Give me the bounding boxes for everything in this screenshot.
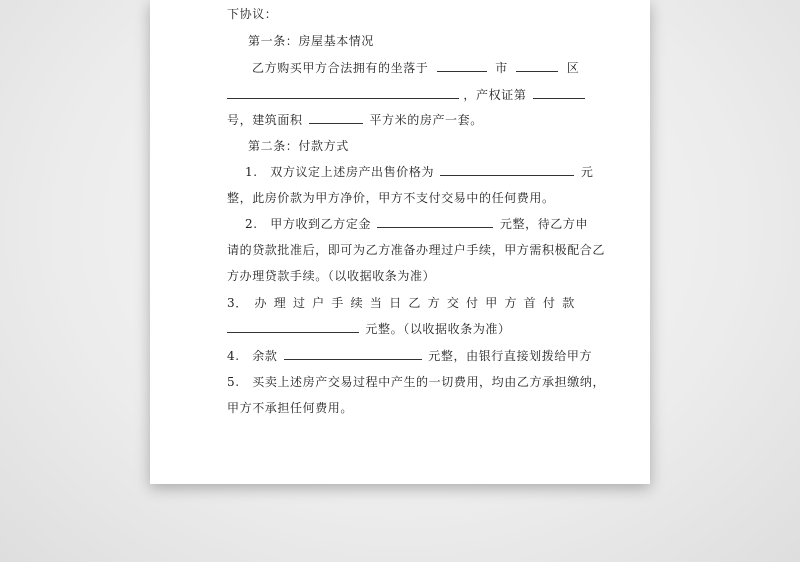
- district-label: 区: [566, 61, 580, 75]
- loan-line: [227, 242, 605, 258]
- transfer-char: 办: [254, 296, 268, 310]
- balance-text: 元整，由银行直接划拨给甲方: [428, 349, 593, 363]
- area-label: 号，建筑面积: [227, 113, 303, 127]
- price-note-text: 整，此房价款为甲方净价，甲方不支付交易中的任何费用。: [227, 191, 555, 205]
- certificate-label: ，产权证第: [463, 88, 527, 102]
- transfer-char: 付: [542, 296, 556, 310]
- district-blank: [516, 60, 558, 72]
- article-1-title: 第一条：房屋基本情况: [248, 34, 375, 48]
- transfer-char: 方: [427, 296, 441, 310]
- article-2-heading: [248, 138, 349, 154]
- location-text: 乙方购买甲方合法拥有的坐落于: [252, 61, 429, 75]
- transfer-char: 当: [369, 296, 383, 310]
- intro-text: 下协议：: [227, 7, 278, 21]
- transfer-char: 过: [292, 296, 306, 310]
- transfer-char: 首: [523, 296, 537, 310]
- document-page: [150, 0, 650, 484]
- transfer-char: 交: [446, 296, 460, 310]
- transfer-char: 理: [273, 296, 287, 310]
- down-payment-blank: [227, 321, 359, 333]
- transfer-char: 方: [504, 296, 518, 310]
- price-blank: [440, 164, 574, 176]
- deposit-blank: [377, 216, 493, 228]
- price-note-line: [227, 190, 555, 206]
- city-label: 市: [495, 61, 508, 75]
- loan-text: 请的贷款批准后，即可为乙方准备办理过户手续，甲方需积极配合乙: [227, 243, 606, 257]
- transfer-char: 户: [312, 296, 325, 310]
- balance-blank: [284, 348, 422, 360]
- price-line: [245, 164, 594, 180]
- down-payment-line: [227, 321, 511, 337]
- transfer-char: 续: [350, 296, 364, 310]
- article-1-heading: [248, 33, 374, 49]
- loan-receipt-line: [227, 268, 435, 284]
- transfer-char: 甲: [485, 296, 498, 310]
- area-blank: [309, 112, 363, 124]
- certificate-blank: [533, 87, 585, 99]
- transfer-char: 3．: [227, 296, 248, 310]
- certificate-line: [227, 87, 585, 103]
- transfer-line: [227, 295, 575, 311]
- fees-end-line: [227, 400, 353, 416]
- intro-line: [227, 6, 277, 22]
- loan-receipt-text: 方办理贷款手续。（以收据收条为准）: [227, 269, 436, 283]
- transfer-char: 乙: [408, 296, 421, 310]
- deposit-label: 2. 甲方收到乙方定金: [245, 217, 372, 231]
- fees-end-text: 甲方不承担任何费用。: [227, 401, 354, 415]
- balance-label: 4. 余款: [227, 349, 278, 363]
- fees-line: [227, 374, 605, 390]
- price-unit: 元: [580, 165, 594, 179]
- location-line: [252, 60, 579, 76]
- address-blank: [227, 87, 459, 99]
- balance-line: [227, 348, 592, 364]
- down-payment-text: 元整。（以收据收条为准）: [365, 322, 511, 336]
- deposit-line: [245, 216, 588, 232]
- transfer-char: 款: [562, 296, 575, 310]
- article-2-title: 第二条：付款方式: [248, 139, 349, 153]
- transfer-char: 手: [331, 296, 345, 310]
- price-label: 1. 双方议定上述房产出售价格为: [245, 165, 435, 179]
- area-text: 平方米的房产一套。: [369, 113, 483, 127]
- transfer-char: 付: [466, 296, 479, 310]
- fees-text: 5. 买卖上述房产交易过程中产生的一切费用，均由乙方承担缴纳，: [227, 375, 606, 389]
- city-blank: [437, 60, 487, 72]
- area-line: [227, 112, 483, 128]
- deposit-text: 元整，待乙方申: [499, 217, 589, 231]
- transfer-char: 日: [389, 296, 402, 310]
